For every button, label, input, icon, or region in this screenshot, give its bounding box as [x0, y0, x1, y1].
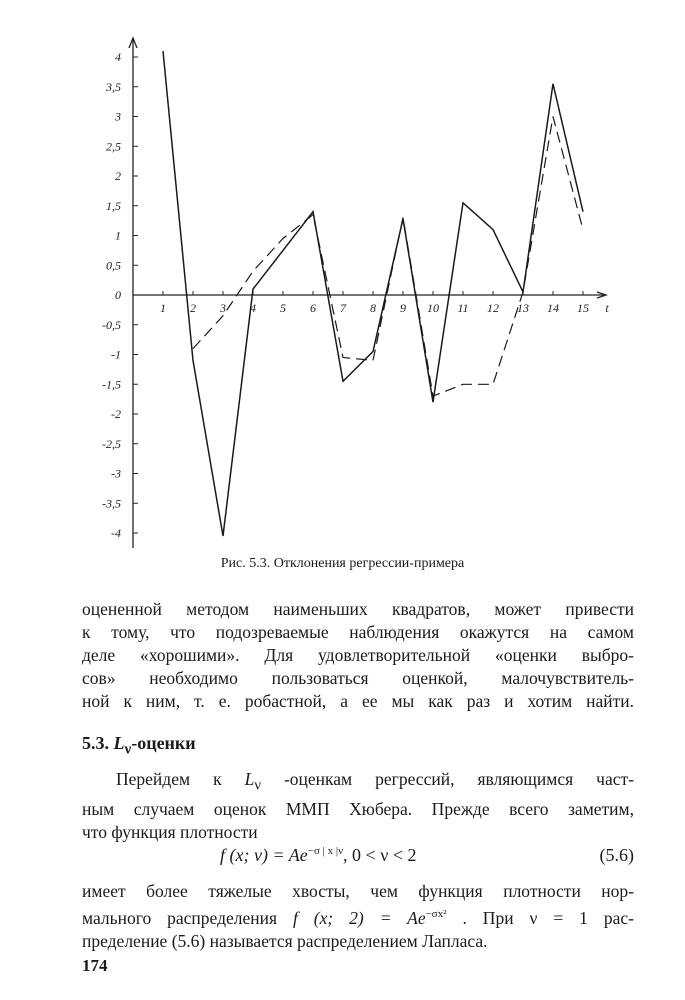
text-span: Перейдем к: [116, 769, 245, 789]
x-tick-label: 7: [340, 301, 346, 315]
y-tick-label: 3: [115, 109, 121, 124]
page-number: 174: [82, 956, 108, 975]
paragraph-2: [82, 768, 634, 844]
y-tick-label: 3,5: [106, 79, 121, 94]
y-tick-label: 2: [115, 169, 121, 183]
formula-lhs: f (x; ν) = Ae: [220, 845, 308, 865]
x-tick-label: 9: [400, 301, 406, 315]
x-tick-label: 3: [220, 301, 226, 315]
text-span: . При ν = 1 рас-: [446, 907, 634, 928]
text-line: что функция плотности: [82, 821, 258, 842]
math-exponent: −σx²: [425, 908, 447, 920]
math-var: L: [244, 769, 255, 789]
text-span: мального распределения: [82, 907, 293, 928]
paragraph-3: [82, 880, 634, 953]
text-line: имеет более тяжелые хвосты, чем функция плотности нор-: [82, 881, 634, 901]
text-line: ным случаем оценок ММП Хюбера. Прежде всего заметим,: [82, 798, 634, 819]
y-tick-label: 1: [115, 228, 121, 243]
text-line: оцененной методом наименьших квадратов, может привести: [82, 599, 634, 619]
formula-number: (5.6): [599, 845, 634, 865]
x-tick-label: 11: [457, 301, 469, 315]
text-line: пределение (5.6) называется распределением Лапласа.: [82, 930, 488, 951]
math-sub: ν: [254, 777, 261, 794]
section-var: L: [113, 733, 125, 753]
x-tick-label: 14: [547, 301, 559, 315]
y-tick-label: -1,5: [102, 377, 121, 392]
section-sub: ν: [124, 741, 132, 758]
x-tick-label: 13: [517, 301, 529, 315]
y-tick-label: 0,5: [106, 258, 121, 273]
series-dashed-line: [193, 117, 583, 397]
text-span: -оценкам регрессий, являющимся част-: [260, 769, 634, 789]
text-line: [82, 768, 634, 798]
formula-expression: [220, 845, 417, 866]
x-axis-label: t: [605, 301, 609, 315]
math-expr: f (x; 2) = Ae: [292, 907, 426, 928]
y-tick-label: -0,5: [102, 317, 121, 332]
text-line: к тому, что подозреваемые наблюдения окажутся на самом: [82, 622, 634, 642]
x-tick-label: 8: [370, 301, 376, 315]
chart-axes: [129, 38, 606, 548]
x-tick-label: 4: [250, 301, 256, 315]
x-tick-label: 1: [160, 301, 166, 315]
y-tick-label: -1: [111, 347, 121, 362]
x-tick-label: 5: [280, 301, 286, 315]
x-tick-label: 10: [427, 301, 439, 315]
y-tick-label: 4: [115, 50, 121, 64]
section-heading: [82, 733, 196, 759]
y-tick-label: -4: [111, 526, 121, 540]
section-number: 5.3.: [82, 733, 109, 753]
formula-exponent: −σ | x |ν: [307, 845, 344, 857]
text-line: деле «хорошими». Для удовлетворительной «оценки выбро-: [82, 645, 634, 665]
x-tick-label: 2: [190, 301, 196, 315]
y-tick-label: 1,5: [106, 198, 121, 213]
x-tick-label: 12: [487, 301, 499, 315]
text-line: сов» необходимо пользоваться оценкой, малочувствитель-: [82, 668, 634, 688]
y-tick-label: 0: [115, 288, 121, 302]
y-tick-label: 2,5: [106, 139, 121, 154]
section-title: -оценки: [131, 733, 196, 753]
y-tick-label: -2: [111, 407, 121, 421]
x-tick-label: 15: [577, 301, 589, 315]
y-tick-label: -2,5: [102, 436, 121, 451]
y-tick-label: -3: [111, 466, 121, 481]
x-tick-label: 6: [310, 301, 316, 315]
paragraph-1: [82, 598, 634, 713]
text-line: [82, 903, 634, 930]
text-line: ной к ним, т. е. робастной, а ее мы как раз и хотим найти.: [82, 691, 634, 711]
y-tick-label: -3,5: [102, 496, 121, 511]
formula-5-6: [82, 845, 634, 871]
figure-caption: Рис. 5.3. Отклонения регрессии-примера: [220, 556, 465, 571]
formula-condition: , 0 < ν < 2: [343, 845, 417, 865]
